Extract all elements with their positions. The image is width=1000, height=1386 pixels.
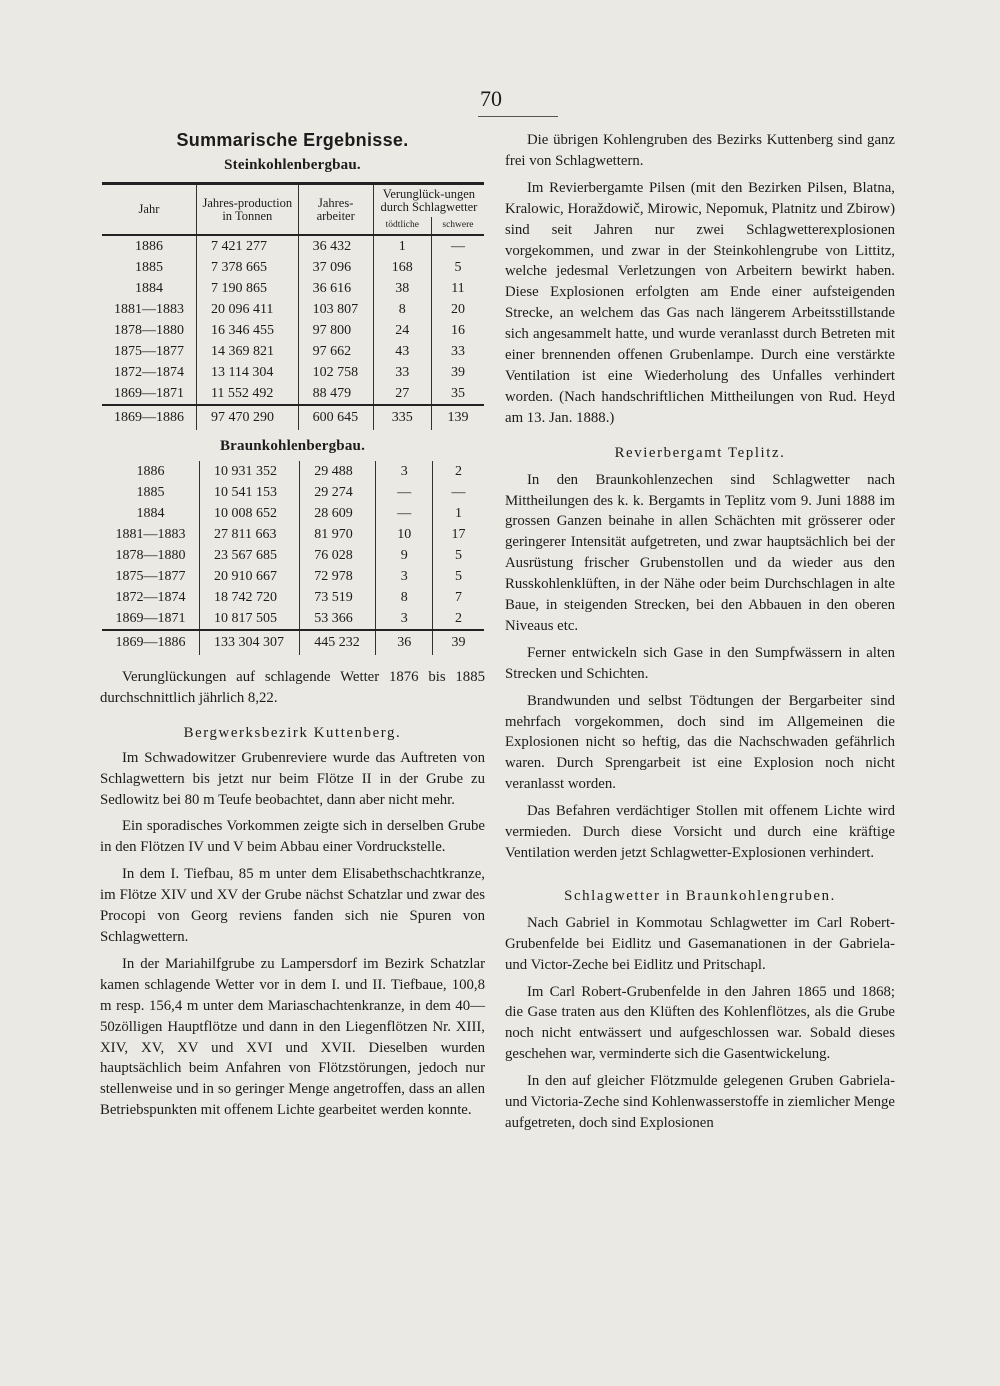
steinkohle-cell-production: 7 190 865 <box>196 278 298 299</box>
braunkohle-total-row <box>102 630 484 655</box>
steinkohle-total-production: 97 470 290 <box>196 405 298 430</box>
braunkohle-cell-production: 20 910 667 <box>200 566 300 587</box>
braunkohle-cell-production: 27 811 663 <box>200 524 300 545</box>
braunkohle-cell-jahr: 1875—1877 <box>115 569 186 584</box>
steinkohle-cell-arbeiter: 37 096 <box>298 257 373 278</box>
steinkohle-total-toedtliche: 335 <box>373 405 431 430</box>
header-production: Jahres-production in Tonnen <box>196 184 298 236</box>
summary-heading: Summarische Ergebnisse. <box>176 130 409 150</box>
steinkohle-cell-jahr: 1886 <box>134 239 163 254</box>
header-schwere: schwere <box>431 217 484 235</box>
braunkohle-row <box>102 461 484 482</box>
steinkohle-cell-jahr: 1878—1880 <box>113 323 184 338</box>
steinkohle-cell-jahr: 1885 <box>134 260 163 275</box>
steinkohle-cell-schwere: 33 <box>431 341 484 362</box>
steinkohle-row <box>102 362 484 383</box>
note-paragraph: Verunglückungen auf schlagende Wetter 1876 bis 1885 durchschnittlich jährlich 8,22. <box>100 669 485 706</box>
right-paragraph-6: Das Befahren verdächtiger Stollen mit offenem Lichte wird vermieden. Durch diese Vorsicht und durch eine kräftige Ventilation werden jetzt Schlagwetter-Explosionen verhindert. <box>505 803 895 861</box>
steinkohle-cell-toedtliche: 24 <box>373 320 431 341</box>
braunkohle-total-toedtliche: 36 <box>376 630 433 655</box>
steinkohle-total-schwere: 139 <box>431 405 484 430</box>
steinkohle-cell-jahr: 1881—1883 <box>113 302 184 317</box>
braunkohle-cell-toedtliche: 3 <box>376 608 433 630</box>
steinkohle-cell-production: 14 369 821 <box>196 341 298 362</box>
braunkohle-cell-jahr: 1878—1880 <box>115 548 186 563</box>
braunkohle-cell-arbeiter: 81 970 <box>300 524 376 545</box>
braunkohle-cell-jahr: 1886 <box>136 464 165 479</box>
braunkohle-cell-arbeiter: 53 366 <box>300 608 376 630</box>
page-number: 70 <box>480 86 502 111</box>
steinkohle-row <box>102 320 484 341</box>
right-paragraph-1: Die übrigen Kohlengruben des Bezirks Kuttenberg sind ganz frei von Schlagwettern. <box>505 132 895 169</box>
steinkohle-cell-toedtliche: 168 <box>373 257 431 278</box>
steinkohle-cell-arbeiter: 36 616 <box>298 278 373 299</box>
steinkohle-cell-schwere: 11 <box>431 278 484 299</box>
steinkohle-total-arbeiter: 600 645 <box>298 405 373 430</box>
steinkohle-cell-arbeiter: 97 662 <box>298 341 373 362</box>
braunkohle-cell-toedtliche: 3 <box>376 461 433 482</box>
braunkohle-row <box>102 545 484 566</box>
steinkohle-cell-jahr: 1884 <box>134 281 163 296</box>
steinkohle-cell-schwere: 5 <box>431 257 484 278</box>
steinkohle-cell-jahr: 1872—1874 <box>113 365 184 380</box>
steinkohle-cell-arbeiter: 97 800 <box>298 320 373 341</box>
braunkohle-cell-arbeiter: 72 978 <box>300 566 376 587</box>
braunkohle-cell-jahr: 1869—1871 <box>115 611 186 626</box>
header-arbeiter: Jahres-arbeiter <box>298 184 373 236</box>
right-paragraph-3: In den Braunkohlenzechen sind Schlagwetter nach Mittheilungen des k. k. Bergamts in Teplitz vom 9. Juni 1888 im grossen Ganzen beinahe in allen Schächten mit grösserer oder geringerer Intensität aufgetreten, und zwar hauptsächlich bei der Ausrüstung frischer Grubenstollen und da wieder aus den Russkohlenklüften, in der Nähe oder beim Durchschlagen in alte Baue, in steigenden Strecken, bei den Abbauen in den oberen Niveaus etc. <box>505 471 895 634</box>
braunkohle-row <box>102 482 484 503</box>
steinkohle-cell-toedtliche: 33 <box>373 362 431 383</box>
braunkohle-cell-toedtliche: 9 <box>376 545 433 566</box>
steinkohle-total-jahr: 1869—1886 <box>102 405 196 430</box>
braunkohle-table <box>102 461 484 655</box>
header-toedtliche: tödtliche <box>373 217 431 235</box>
left-paragraph-1: Im Schwadowitzer Grubenreviere wurde das Auftreten von Schlagwettern bis jetzt nur beim Flötze II in der Grube zu Sedlowitz bei 80 m Teufe beobachtet, dann aber nicht mehr. <box>100 749 485 808</box>
steinkohle-cell-toedtliche: 1 <box>373 235 431 257</box>
braunkohle-row <box>102 524 484 545</box>
steinkohle-cell-toedtliche: 8 <box>373 299 431 320</box>
steinkohle-cell-production: 11 552 492 <box>196 383 298 405</box>
steinkohle-title: Steinkohlenbergbau. <box>224 157 361 173</box>
right-paragraph-7: Nach Gabriel in Kommotau Schlagwetter im Carl Robert-Grubenfelde bei Eidlitz und Gasemanationen in der Gabriela- und Victor-Zeche bei Eidlitz und Pritschapl. <box>505 914 895 973</box>
steinkohle-cell-schwere: 39 <box>431 362 484 383</box>
steinkohle-cell-jahr: 1875—1877 <box>113 344 184 359</box>
header-jahr: Jahr <box>102 184 196 236</box>
steinkohle-cell-production: 20 096 411 <box>196 299 298 320</box>
left-paragraph-2: Ein sporadisches Vorkommen zeigte sich in derselben Grube in den Flötzen IV und V beim Abbau einer Vordruckstelle. <box>100 818 485 856</box>
steinkohle-cell-production: 13 114 304 <box>196 362 298 383</box>
district-heading <box>100 723 485 744</box>
braunkohle-row <box>102 608 484 630</box>
braunkohle-title: Braunkohlenbergbau. <box>219 438 366 454</box>
steinkohle-row <box>102 383 484 405</box>
braunkohle-cell-production: 10 541 153 <box>200 482 300 503</box>
steinkohle-row <box>102 235 484 257</box>
steinkohle-cell-jahr: 1869—1871 <box>113 386 184 401</box>
district-heading-text: Bergwerksbezirk Kuttenberg. <box>183 724 402 741</box>
steinkohle-table <box>102 182 484 430</box>
steinkohle-cell-production: 16 346 455 <box>196 320 298 341</box>
braunkohle-cell-schwere: 2 <box>433 608 484 630</box>
braunkohle-cell-toedtliche: — <box>376 482 433 503</box>
page-number-rule <box>478 116 558 117</box>
header-verunglueckungen: Verunglück-ungen durch Schlagwetter <box>373 184 484 218</box>
braunkohle-cell-toedtliche: 10 <box>376 524 433 545</box>
braunkohle-cell-production: 18 742 720 <box>200 587 300 608</box>
steinkohle-total-row <box>102 405 484 430</box>
braunkohle-cell-arbeiter: 76 028 <box>300 545 376 566</box>
steinkohle-row <box>102 341 484 362</box>
steinkohle-cell-schwere: 16 <box>431 320 484 341</box>
right-paragraph-8: Im Carl Robert-Grubenfelde in den Jahren 1865 und 1868; die Gase traten aus den Klüften des Kohlenflötzes, als die Grube noch nicht entwässert und aufgeschlossen war. Sobald dieses geschehen war, verminderte sich die Gasentwickelung. <box>505 983 895 1063</box>
right-paragraph-5: Brandwunden und selbst Tödtungen der Bergarbeiter sind mehrfach vorgekommen, doch sind im Allgemeinen die Explosionen nicht so heftig, das die Nachschwaden gefährlich waren. Durch Sprengarbeit ist eine Explosion noch nicht veranlasst worden. <box>505 692 895 793</box>
steinkohle-cell-schwere: — <box>431 235 484 257</box>
braunkohle-total-arbeiter: 445 232 <box>300 630 376 655</box>
braunkohle-cell-jahr: 1885 <box>136 485 165 500</box>
braunkohle-cell-arbeiter: 28 609 <box>300 503 376 524</box>
steinkohle-cell-toedtliche: 43 <box>373 341 431 362</box>
braunkohle-cell-jahr: 1884 <box>136 506 165 521</box>
steinkohle-cell-arbeiter: 36 432 <box>298 235 373 257</box>
left-paragraph-4: In der Mariahilfgrube zu Lampersdorf im Bezirk Schatzlar kamen schlagende Wetter vor in dem I. und II. Tiefbaue, 100,8 m resp. 156,4 m unter dem Mariaschachtenkranze, in dem 40—50zölligen Hauptflötze und dann in den Liegenflötzen Nr. XIII, XIV, XV, XV und XVI und XVII. Dieselben wurden hauptsächlich beim Anfahren von Flötzstörungen, jedoch nur stellenweise und in so geringer Menge angetroffen, dass an allen Betriebspunkten mit offenem Lichte gearbeitet werden konnte. <box>100 955 485 1119</box>
steinkohle-cell-arbeiter: 88 479 <box>298 383 373 405</box>
steinkohle-cell-toedtliche: 27 <box>373 383 431 405</box>
braunkohle-cell-jahr: 1872—1874 <box>115 590 186 605</box>
braunkohle-cell-schwere: 1 <box>433 503 484 524</box>
braunkohle-row <box>102 587 484 608</box>
steinkohle-row <box>102 299 484 320</box>
braunkohle-total-production: 133 304 307 <box>200 630 300 655</box>
braunkohle-cell-schwere: 7 <box>433 587 484 608</box>
braunkohle-cell-production: 10 008 652 <box>200 503 300 524</box>
left-paragraph-3: In dem I. Tiefbau, 85 m unter dem Elisabethschachtkranze, im Flötze XIV und XV der Grube nächst Schatzlar und zwar des Procopi von Georg reviens fanden sich nie Spuren von Schlagwettern. <box>100 866 485 945</box>
right-column <box>505 130 895 1134</box>
steinkohle-cell-production: 7 421 277 <box>196 235 298 257</box>
steinkohle-cell-arbeiter: 103 807 <box>298 299 373 320</box>
braunkohle-cell-arbeiter: 29 274 <box>300 482 376 503</box>
braunkohle-total-schwere: 39 <box>433 630 484 655</box>
steinkohle-cell-arbeiter: 102 758 <box>298 362 373 383</box>
steinkohle-cell-schwere: 35 <box>431 383 484 405</box>
right-paragraph-2: Im Revierbergamte Pilsen (mit den Bezirken Pilsen, Blatna, Kralowic, Horaždowič, Mirowic, Nepomuk, Platnitz und Zbirow) sind seit Jahren nur zwei Schlagwetterexplosionen vorgekommen, und zwar in der Steinkohlengrube von Littitz, welche jedesmal Verletzungen von Arbeitern bewirkt haben. Diese Explosionen erfolgten am Ende einer aufsteigenden Strecke, an welchem das Gas nach längerem Arbeitsstillstande sich angesammelt hatte, und wurde veranlasst durch Betreten mit einer brennenden offenen Grubenlampe. Durch eine verstärkte Ventilation ist eine Wiederholung des Unfalles verhindert worden. (Nach handschriftlichen Mittheilungen von Rud. Heyd am 13. Jan. 1888.) <box>505 179 895 426</box>
braunkohle-cell-toedtliche: 8 <box>376 587 433 608</box>
braunkohle-total-jahr: 1869—1886 <box>102 630 200 655</box>
steinkohle-cell-toedtliche: 38 <box>373 278 431 299</box>
braunkohle-row <box>102 566 484 587</box>
braunkohle-cell-schwere: 2 <box>433 461 484 482</box>
teplitz-heading: Revierbergamt Teplitz. <box>614 444 786 461</box>
braunkohle-cell-production: 23 567 685 <box>200 545 300 566</box>
steinkohle-row <box>102 278 484 299</box>
braunkohle-cell-arbeiter: 29 488 <box>300 461 376 482</box>
right-paragraph-4: Ferner entwickeln sich Gase in den Sumpfwässern in alten Strecken und Schichten. <box>505 644 895 682</box>
braunkohle-cell-toedtliche: 3 <box>376 566 433 587</box>
braunkohle-cell-toedtliche: — <box>376 503 433 524</box>
braunkohlengruben-heading: Schlagwetter in Braunkohlengruben. <box>564 887 836 904</box>
steinkohle-row <box>102 257 484 278</box>
braunkohle-cell-arbeiter: 73 519 <box>300 587 376 608</box>
braunkohle-cell-schwere: 5 <box>433 545 484 566</box>
steinkohle-cell-production: 7 378 665 <box>196 257 298 278</box>
braunkohle-cell-schwere: — <box>433 482 484 503</box>
braunkohle-row <box>102 503 484 524</box>
left-column <box>100 130 485 1121</box>
braunkohle-cell-schwere: 5 <box>433 566 484 587</box>
braunkohle-cell-production: 10 817 505 <box>200 608 300 630</box>
braunkohle-cell-jahr: 1881—1883 <box>115 527 186 542</box>
braunkohle-cell-schwere: 17 <box>433 524 484 545</box>
steinkohle-cell-schwere: 20 <box>431 299 484 320</box>
braunkohle-cell-production: 10 931 352 <box>200 461 300 482</box>
right-paragraph-9: In den auf gleicher Flötzmulde gelegenen Gruben Gabriela- und Victoria-Zeche sind Kohlenwasserstoffe in ziemlicher Menge aufgetreten, doch sind Explosionen <box>505 1073 895 1131</box>
